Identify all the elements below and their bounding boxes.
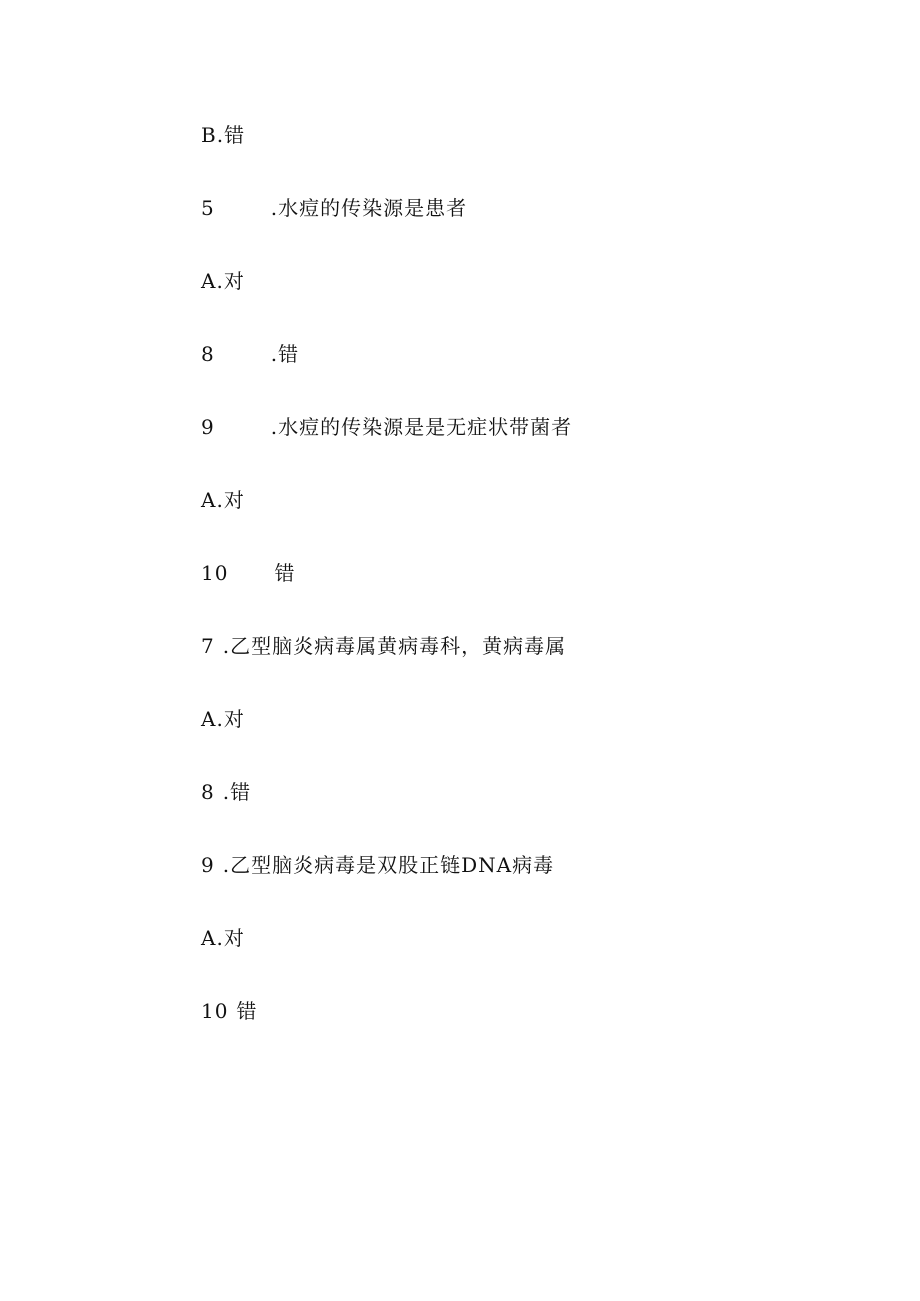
question-text: .乙型脑炎病毒属黄病毒科，黄病毒属 — [222, 634, 567, 658]
item-text: 错 — [274, 561, 296, 585]
answer-item-8 — [201, 777, 251, 807]
question-number: 5 — [201, 196, 215, 220]
answer-option-a — [201, 266, 245, 296]
question-5 — [201, 193, 467, 223]
item-number: 10 — [201, 561, 229, 585]
option-prefix: A. — [201, 707, 224, 731]
question-9 — [201, 850, 554, 880]
option-prefix: A. — [201, 926, 224, 950]
item-number: 8 — [201, 780, 215, 804]
answer-item-10 — [201, 558, 295, 588]
option-text: 对 — [223, 926, 245, 950]
option-text: 对 — [223, 707, 245, 731]
answer-option-a — [201, 485, 245, 515]
question-7 — [201, 631, 566, 661]
option-prefix: A. — [201, 269, 224, 293]
answer-item-8 — [201, 339, 299, 369]
item-number: 8 — [201, 342, 215, 366]
option-prefix: B. — [201, 123, 225, 147]
option-prefix: A. — [201, 488, 224, 512]
question-text: .乙型脑炎病毒是双股正链DNA病毒 — [222, 853, 555, 877]
answer-option-b — [201, 120, 245, 150]
question-number: 7 — [201, 634, 215, 658]
item-text: .错 — [270, 342, 300, 366]
answer-item-10 — [201, 996, 257, 1026]
question-9 — [201, 412, 572, 442]
option-text: 对 — [223, 269, 245, 293]
question-number: 9 — [201, 415, 215, 439]
option-text: 错 — [224, 123, 246, 147]
option-text: 对 — [223, 488, 245, 512]
answer-option-a — [201, 923, 245, 953]
question-text: .水痘的传染源是患者 — [270, 196, 468, 220]
question-text: .水痘的传染源是是无症状带菌者 — [270, 415, 573, 439]
item-text: 错 — [236, 999, 258, 1023]
item-text: .错 — [222, 780, 252, 804]
answer-option-a — [201, 704, 245, 734]
question-number: 9 — [201, 853, 215, 877]
item-number: 10 — [201, 999, 229, 1023]
